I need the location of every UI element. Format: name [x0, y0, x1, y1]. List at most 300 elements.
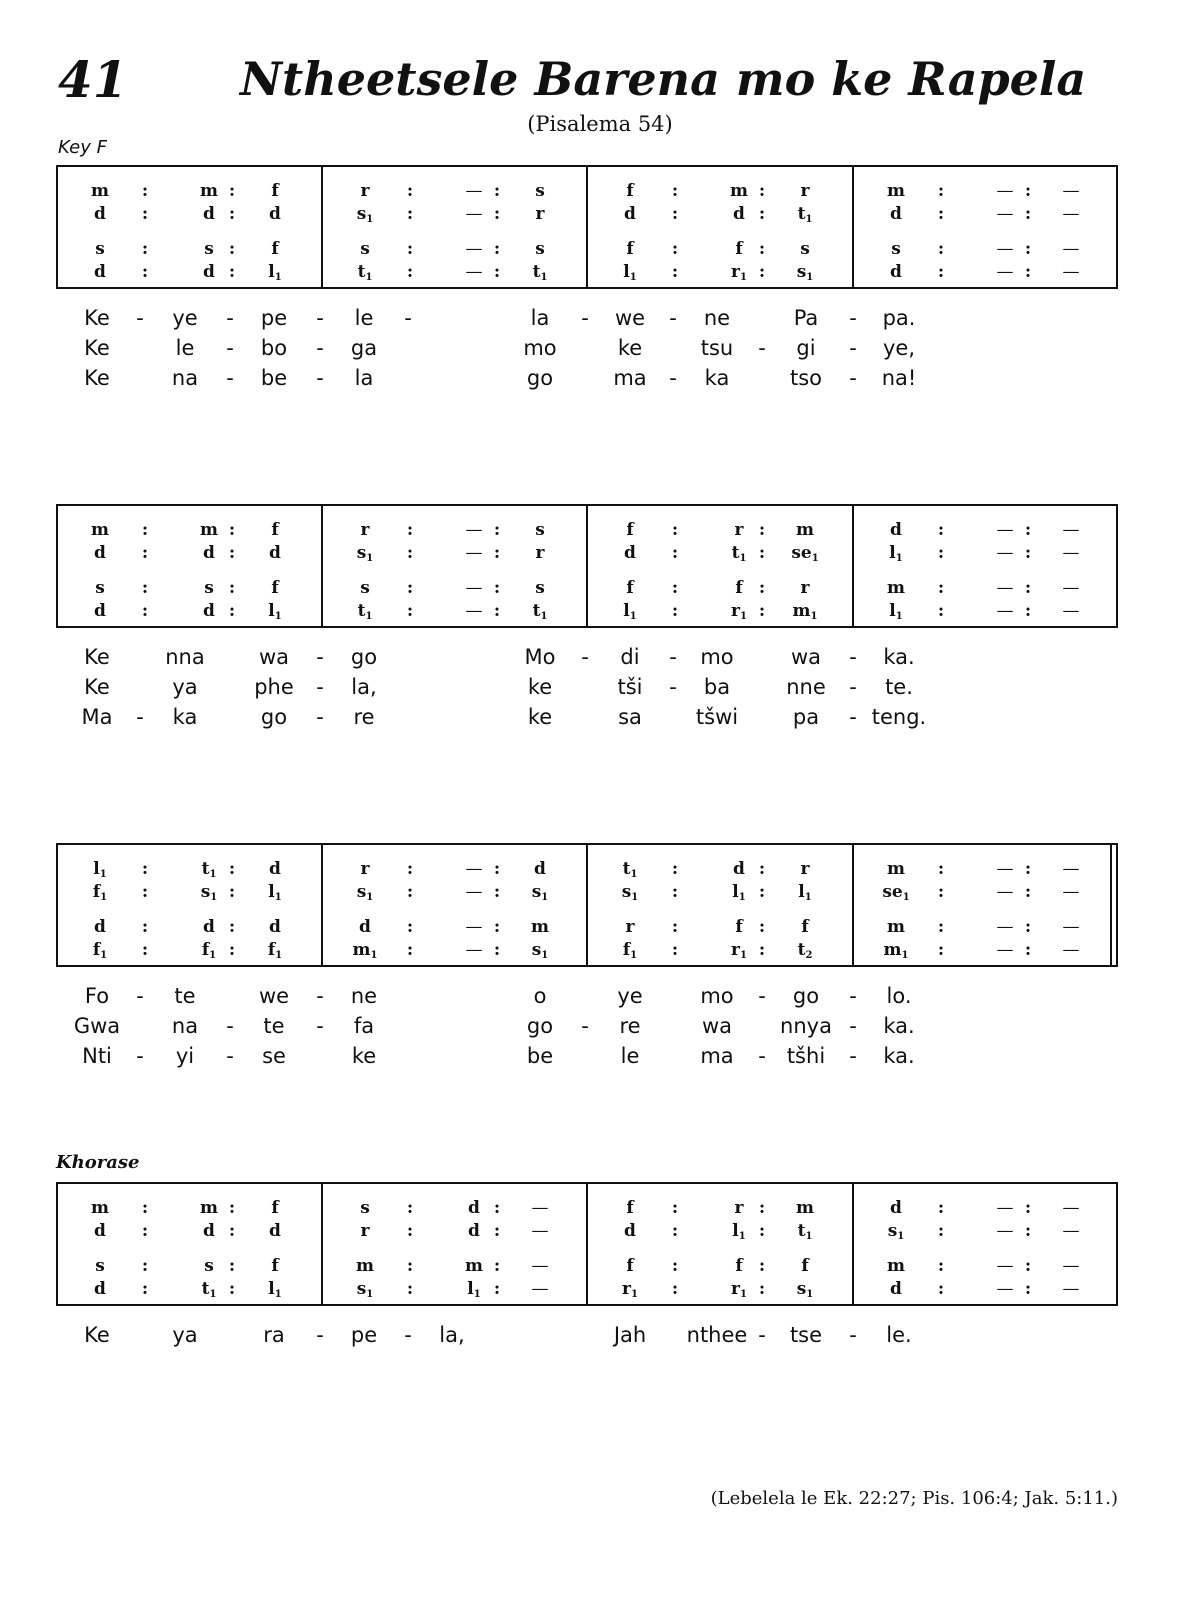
- hold-dash: —: [465, 940, 483, 960]
- solfa-note: $t_2$: [797, 940, 813, 961]
- syllable-hyphen: -: [316, 645, 324, 669]
- lyric-syllable: te: [174, 984, 196, 1008]
- beat-separator: :: [141, 181, 149, 201]
- beat-separator: :: [141, 204, 149, 224]
- lyric-syllable: ne: [703, 306, 731, 330]
- solfa-note: s: [535, 520, 545, 540]
- barline: [586, 506, 588, 626]
- solfa-note: m: [887, 917, 905, 937]
- solfa-note: s: [535, 578, 545, 598]
- solfa-note: $l_1$: [268, 601, 282, 622]
- solfa-note: $s_1$: [796, 262, 814, 283]
- beat-separator: :: [937, 520, 945, 540]
- solfa-note: $l_1$: [268, 262, 282, 283]
- solfa-note: $s_1$: [796, 1279, 814, 1300]
- solfa-note: $s_1$: [621, 882, 639, 903]
- beat-separator: :: [141, 601, 149, 621]
- beat-separator: :: [671, 204, 679, 224]
- hold-dash: —: [1062, 1198, 1080, 1218]
- solfa-note: $t_1$: [622, 859, 638, 880]
- beat-separator: :: [937, 543, 945, 563]
- beat-separator: :: [228, 1279, 236, 1299]
- solfa-note: $l_1$: [889, 543, 903, 564]
- solfa-note: $r_1$: [731, 601, 747, 622]
- beat-separator: :: [671, 859, 679, 879]
- syllable-hyphen: -: [758, 984, 766, 1008]
- beat-separator: :: [406, 543, 414, 563]
- music-system: [56, 843, 1118, 967]
- beat-separator: :: [493, 204, 501, 224]
- solfa-note: r: [535, 543, 545, 563]
- beat-separator: :: [141, 262, 149, 282]
- solfa-note: m: [796, 520, 814, 540]
- solfa-note: f: [735, 578, 743, 598]
- solfa-note: $m_1$: [883, 940, 909, 961]
- barline: [321, 167, 323, 287]
- hold-dash: —: [996, 239, 1014, 259]
- solfa-note: s: [204, 239, 214, 259]
- beat-separator: :: [228, 940, 236, 960]
- hold-dash: —: [1062, 262, 1080, 282]
- beat-separator: :: [228, 262, 236, 282]
- solfa-note: m: [91, 181, 109, 201]
- solfa-note: d: [269, 917, 281, 937]
- lyric-syllable: ke: [617, 336, 643, 360]
- solfa-note: m: [200, 520, 218, 540]
- solfa-note: f: [271, 1198, 279, 1218]
- solfa-note: m: [887, 859, 905, 879]
- beat-separator: :: [228, 1221, 236, 1241]
- lyric-syllable: le: [175, 336, 195, 360]
- beat-separator: :: [937, 204, 945, 224]
- beat-separator: :: [1024, 262, 1032, 282]
- beat-separator: :: [406, 1256, 414, 1276]
- beat-separator: :: [141, 239, 149, 259]
- lyric-syllable: ye: [617, 984, 643, 1008]
- solfa-note: s: [204, 1256, 214, 1276]
- solfa-note: d: [890, 262, 902, 282]
- solfa-note: m: [356, 1256, 374, 1276]
- solfa-note: $t_1$: [201, 1279, 217, 1300]
- solfa-note: $t_1$: [201, 859, 217, 880]
- scripture-reference: (Lebelela le Ek. 22:27; Pis. 106:4; Jak. 5:11.): [710, 1488, 1118, 1509]
- solfa-note: f: [735, 239, 743, 259]
- beat-separator: :: [493, 543, 501, 563]
- solfa-note: r: [360, 520, 370, 540]
- syllable-hyphen: -: [758, 1323, 766, 1347]
- solfa-note: $m_1$: [792, 601, 818, 622]
- solfa-note: f: [801, 1256, 809, 1276]
- solfa-note: $m_1$: [352, 940, 378, 961]
- hold-dash: —: [465, 917, 483, 937]
- lyric-syllable: tši: [617, 675, 643, 699]
- solfa-note: d: [890, 1198, 902, 1218]
- lyric-syllable: ma: [613, 366, 647, 390]
- beat-separator: :: [406, 1221, 414, 1241]
- solfa-note: $t_1$: [532, 262, 548, 283]
- lyric-syllable: ya: [172, 1323, 198, 1347]
- beat-separator: :: [758, 262, 766, 282]
- hold-dash: —: [1062, 239, 1080, 259]
- solfa-note: m: [200, 181, 218, 201]
- lyric-syllable: nthee: [686, 1323, 748, 1347]
- hold-dash: —: [996, 181, 1014, 201]
- lyric-syllable: ka.: [883, 1014, 915, 1038]
- hold-dash: —: [1062, 1279, 1080, 1299]
- solfa-note: $f_1$: [92, 940, 108, 961]
- beat-separator: :: [937, 239, 945, 259]
- beat-separator: :: [228, 1256, 236, 1276]
- final-barline: [1110, 845, 1112, 965]
- solfa-note: d: [359, 917, 371, 937]
- lyric-syllable: be: [526, 1044, 554, 1068]
- solfa-note: $l_1$: [798, 882, 812, 903]
- beat-separator: :: [758, 181, 766, 201]
- beat-separator: :: [1024, 181, 1032, 201]
- solfa-note: $t_1$: [731, 543, 747, 564]
- solfa-note: f: [626, 181, 634, 201]
- syllable-hyphen: -: [136, 1044, 144, 1068]
- syllable-hyphen: -: [849, 1323, 857, 1347]
- solfa-note: $l_1$: [93, 859, 107, 880]
- hold-dash: —: [996, 1256, 1014, 1276]
- solfa-note: $t_1$: [357, 262, 373, 283]
- solfa-note: m: [531, 917, 549, 937]
- beat-separator: :: [493, 1256, 501, 1276]
- lyric-syllable: sa: [618, 705, 642, 729]
- lyric-syllable: bo: [260, 336, 288, 360]
- lyric-syllable: le: [620, 1044, 640, 1068]
- lyric-syllable: ka: [172, 705, 198, 729]
- syllable-hyphen: -: [316, 336, 324, 360]
- beat-separator: :: [406, 882, 414, 902]
- solfa-note: f: [735, 917, 743, 937]
- beat-separator: :: [406, 239, 414, 259]
- lyric-syllable: Ke: [84, 306, 110, 330]
- lyric-syllable: Ke: [84, 1323, 110, 1347]
- solfa-note: $se_1$: [791, 543, 819, 564]
- lyric-syllable: se: [262, 1044, 286, 1068]
- beat-separator: :: [671, 1279, 679, 1299]
- lyric-syllable: ne: [350, 984, 378, 1008]
- hold-dash: —: [996, 601, 1014, 621]
- lyric-syllable: nna: [165, 645, 205, 669]
- beat-separator: :: [937, 917, 945, 937]
- lyric-syllable: tse: [789, 1323, 823, 1347]
- solfa-note: $t_1$: [797, 204, 813, 225]
- syllable-hyphen: -: [849, 306, 857, 330]
- beat-separator: :: [937, 601, 945, 621]
- hold-dash: —: [531, 1279, 549, 1299]
- lyric-syllable: mo: [700, 645, 734, 669]
- syllable-hyphen: -: [136, 306, 144, 330]
- solfa-note: r: [800, 578, 810, 598]
- beat-separator: :: [758, 1198, 766, 1218]
- hold-dash: —: [465, 578, 483, 598]
- solfa-note: d: [203, 204, 215, 224]
- syllable-hyphen: -: [758, 336, 766, 360]
- syllable-hyphen: -: [316, 984, 324, 1008]
- lyric-syllable: Nti: [82, 1044, 112, 1068]
- syllable-hyphen: -: [581, 1014, 589, 1038]
- music-system: [56, 504, 1118, 628]
- syllable-hyphen: -: [849, 1044, 857, 1068]
- beat-separator: :: [493, 262, 501, 282]
- lyric-syllable: wa: [258, 645, 290, 669]
- beat-separator: :: [406, 917, 414, 937]
- solfa-note: f: [626, 1198, 634, 1218]
- hold-dash: —: [465, 601, 483, 621]
- hold-dash: —: [996, 578, 1014, 598]
- beat-separator: :: [1024, 1198, 1032, 1218]
- beat-separator: :: [1024, 601, 1032, 621]
- hold-dash: —: [996, 859, 1014, 879]
- beat-separator: :: [758, 882, 766, 902]
- syllable-hyphen: -: [404, 1323, 412, 1347]
- beat-separator: :: [758, 1279, 766, 1299]
- lyric-syllable: wa: [790, 645, 822, 669]
- hold-dash: —: [996, 204, 1014, 224]
- lyric-syllable: tso: [789, 366, 823, 390]
- solfa-note: m: [91, 1198, 109, 1218]
- beat-separator: :: [493, 239, 501, 259]
- solfa-note: d: [269, 859, 281, 879]
- solfa-note: r: [360, 1221, 370, 1241]
- lyric-syllable: wa: [701, 1014, 733, 1038]
- solfa-note: r: [800, 181, 810, 201]
- beat-separator: :: [228, 1198, 236, 1218]
- hold-dash: —: [1062, 578, 1080, 598]
- beat-separator: :: [141, 1198, 149, 1218]
- solfa-note: d: [94, 1221, 106, 1241]
- solfa-note: r: [734, 520, 744, 540]
- solfa-note: s: [535, 239, 545, 259]
- lyric-syllable: tsu: [700, 336, 734, 360]
- beat-separator: :: [671, 578, 679, 598]
- lyric-syllable: go: [526, 1014, 554, 1038]
- lyric-syllable: re: [353, 705, 375, 729]
- solfa-note: $se_1$: [882, 882, 910, 903]
- lyric-syllable: ke: [351, 1044, 377, 1068]
- solfa-note: d: [94, 917, 106, 937]
- hold-dash: —: [996, 520, 1014, 540]
- hold-dash: —: [996, 1221, 1014, 1241]
- syllable-hyphen: -: [316, 1323, 324, 1347]
- beat-separator: :: [406, 578, 414, 598]
- beat-separator: :: [141, 882, 149, 902]
- lyric-syllable: tšhi: [786, 1044, 826, 1068]
- lyric-syllable: pa.: [882, 306, 916, 330]
- beat-separator: :: [493, 917, 501, 937]
- hold-dash: —: [996, 882, 1014, 902]
- lyric-syllable: ka: [704, 366, 730, 390]
- beat-separator: :: [228, 204, 236, 224]
- hold-dash: —: [1062, 601, 1080, 621]
- syllable-hyphen: -: [226, 306, 234, 330]
- solfa-note: $l_1$: [467, 1279, 481, 1300]
- beat-separator: :: [758, 917, 766, 937]
- lyric-syllable: le: [354, 306, 374, 330]
- syllable-hyphen: -: [669, 366, 677, 390]
- solfa-note: s: [95, 578, 105, 598]
- lyric-syllable: ba: [703, 675, 731, 699]
- beat-separator: :: [1024, 917, 1032, 937]
- solfa-note: m: [200, 1198, 218, 1218]
- lyric-syllable: pa: [792, 705, 820, 729]
- solfa-note: d: [890, 520, 902, 540]
- solfa-note: $s_1$: [531, 940, 549, 961]
- hold-dash: —: [1062, 204, 1080, 224]
- barline: [586, 845, 588, 965]
- beat-separator: :: [758, 543, 766, 563]
- beat-separator: :: [493, 601, 501, 621]
- solfa-note: $f_1$: [92, 882, 108, 903]
- solfa-note: r: [535, 204, 545, 224]
- solfa-note: s: [891, 239, 901, 259]
- syllable-hyphen: -: [669, 675, 677, 699]
- beat-separator: :: [1024, 520, 1032, 540]
- syllable-hyphen: -: [136, 984, 144, 1008]
- beat-separator: :: [228, 882, 236, 902]
- lyric-syllable: ya: [172, 675, 198, 699]
- beat-separator: :: [493, 882, 501, 902]
- syllable-hyphen: -: [849, 984, 857, 1008]
- beat-separator: :: [671, 1221, 679, 1241]
- beat-separator: :: [228, 917, 236, 937]
- solfa-note: s: [204, 578, 214, 598]
- solfa-note: d: [890, 204, 902, 224]
- beat-separator: :: [1024, 543, 1032, 563]
- beat-separator: :: [937, 578, 945, 598]
- syllable-hyphen: -: [758, 1044, 766, 1068]
- lyric-syllable: nne: [786, 675, 826, 699]
- beat-separator: :: [406, 1279, 414, 1299]
- lyric-syllable: Ke: [84, 336, 110, 360]
- lyric-syllable: Jah: [613, 1323, 647, 1347]
- beat-separator: :: [493, 181, 501, 201]
- beat-separator: :: [406, 940, 414, 960]
- hold-dash: —: [465, 859, 483, 879]
- beat-separator: :: [1024, 1279, 1032, 1299]
- solfa-note: f: [271, 239, 279, 259]
- solfa-note: d: [94, 1279, 106, 1299]
- syllable-hyphen: -: [226, 366, 234, 390]
- beat-separator: :: [671, 181, 679, 201]
- lyric-syllable: Ke: [84, 675, 110, 699]
- beat-separator: :: [141, 1279, 149, 1299]
- barline: [321, 1184, 323, 1304]
- syllable-hyphen: -: [581, 306, 589, 330]
- solfa-note: d: [203, 1221, 215, 1241]
- hold-dash: —: [1062, 1221, 1080, 1241]
- solfa-note: s: [95, 239, 105, 259]
- syllable-hyphen: -: [316, 1014, 324, 1038]
- syllable-hyphen: -: [669, 645, 677, 669]
- solfa-note: $l_1$: [623, 601, 637, 622]
- solfa-note: m: [465, 1256, 483, 1276]
- solfa-note: d: [624, 543, 636, 563]
- hold-dash: —: [1062, 520, 1080, 540]
- solfa-note: $s_1$: [356, 882, 374, 903]
- lyric-syllable: nnya: [780, 1014, 832, 1038]
- beat-separator: :: [1024, 859, 1032, 879]
- solfa-note: f: [271, 578, 279, 598]
- lyric-syllable: fa: [353, 1014, 375, 1038]
- solfa-note: d: [890, 1279, 902, 1299]
- hold-dash: —: [1062, 940, 1080, 960]
- solfa-note: $l_1$: [268, 882, 282, 903]
- lyric-syllable: di: [620, 645, 640, 669]
- solfa-note: d: [733, 859, 745, 879]
- lyric-syllable: go: [792, 984, 820, 1008]
- syllable-hyphen: -: [316, 675, 324, 699]
- solfa-note: d: [94, 543, 106, 563]
- solfa-note: d: [269, 543, 281, 563]
- beat-separator: :: [493, 1221, 501, 1241]
- syllable-hyphen: -: [226, 1014, 234, 1038]
- hold-dash: —: [465, 262, 483, 282]
- beat-separator: :: [141, 520, 149, 540]
- lyric-syllable: we: [258, 984, 290, 1008]
- hold-dash: —: [1062, 917, 1080, 937]
- solfa-note: $r_1$: [731, 262, 747, 283]
- solfa-note: r: [734, 1198, 744, 1218]
- beat-separator: :: [1024, 940, 1032, 960]
- beat-separator: :: [141, 859, 149, 879]
- solfa-note: r: [360, 181, 370, 201]
- lyric-syllable: we: [614, 306, 646, 330]
- solfa-note: $l_1$: [732, 1221, 746, 1242]
- syllable-hyphen: -: [226, 1044, 234, 1068]
- syllable-hyphen: -: [226, 336, 234, 360]
- lyric-syllable: mo: [523, 336, 557, 360]
- beat-separator: :: [1024, 1256, 1032, 1276]
- syllable-hyphen: -: [404, 306, 412, 330]
- beat-separator: :: [228, 859, 236, 879]
- solfa-note: d: [468, 1198, 480, 1218]
- solfa-note: d: [269, 1221, 281, 1241]
- beat-separator: :: [406, 204, 414, 224]
- beat-separator: :: [406, 859, 414, 879]
- solfa-note: d: [468, 1221, 480, 1241]
- hold-dash: —: [531, 1221, 549, 1241]
- hold-dash: —: [1062, 859, 1080, 879]
- lyric-syllable: te.: [885, 675, 913, 699]
- lyric-syllable: go: [260, 705, 288, 729]
- lyric-syllable: Ke: [84, 366, 110, 390]
- lyric-syllable: ke: [527, 675, 553, 699]
- solfa-note: $f_1$: [622, 940, 638, 961]
- barline: [586, 1184, 588, 1304]
- beat-separator: :: [671, 940, 679, 960]
- hold-dash: —: [996, 917, 1014, 937]
- lyric-syllable: ra: [263, 1323, 285, 1347]
- solfa-note: f: [271, 181, 279, 201]
- solfa-note: $t_1$: [357, 601, 373, 622]
- solfa-note: $s_1$: [356, 204, 374, 225]
- beat-separator: :: [406, 520, 414, 540]
- music-system: [56, 165, 1118, 289]
- solfa-note: $r_1$: [731, 940, 747, 961]
- hymn-number: 41: [58, 50, 128, 109]
- solfa-note: d: [269, 204, 281, 224]
- beat-separator: :: [141, 1256, 149, 1276]
- lyric-syllable: la,: [351, 675, 377, 699]
- solfa-note: s: [800, 239, 810, 259]
- lyric-syllable: Gwa: [73, 1014, 121, 1038]
- lyric-syllable: ma: [700, 1044, 734, 1068]
- key-signature: Key F: [58, 137, 107, 158]
